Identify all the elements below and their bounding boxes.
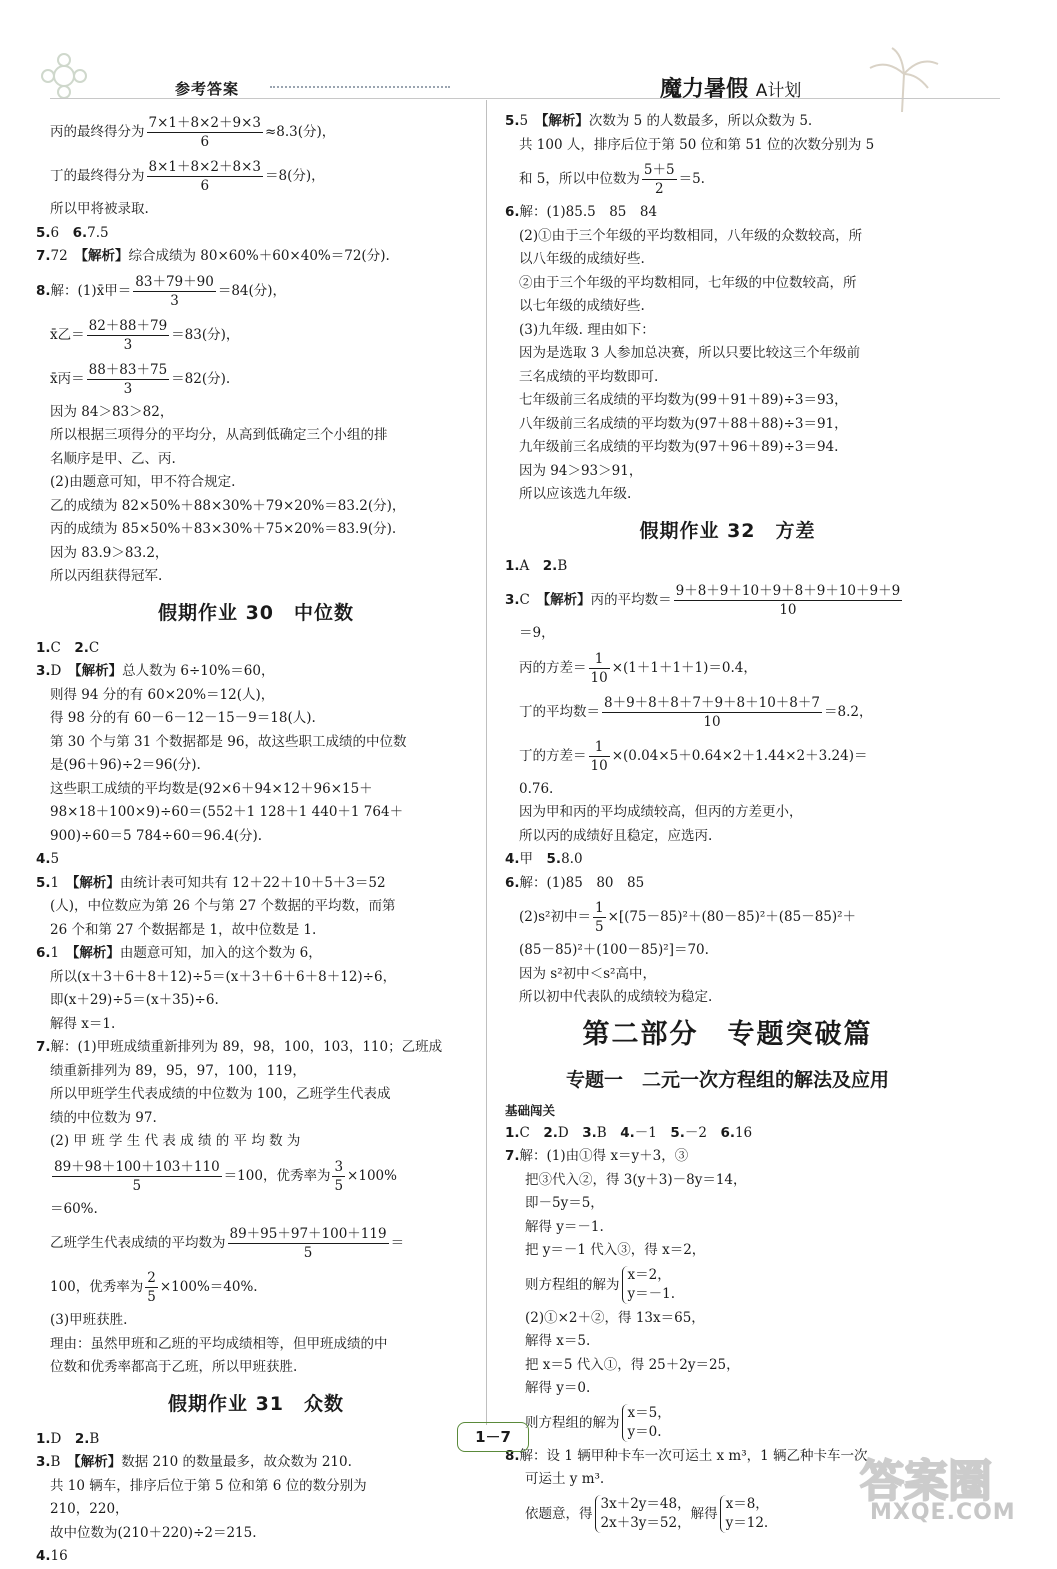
answer-line: 6.解：(1)85 80 85 [505, 874, 645, 891]
answer-line: 位数和优秀率都高于乙班，所以甲班获胜. [50, 1359, 298, 1375]
answer-line: 九年级前三名成绩的平均数为(97＋96＋89)÷3＝94. [519, 439, 839, 455]
fraction: $\frac{2}{5}$ [147, 1270, 156, 1305]
left-column [36, 110, 476, 1569]
answer-line: 因为是选取 3 人参加总决赛，所以只要比较这三个年级前 [519, 345, 861, 361]
header-dotted-rule [270, 86, 450, 94]
answer-line: 4.5 [36, 851, 60, 867]
fraction: $\frac{89+98+100+103+110}{5}$ [54, 1158, 220, 1194]
answer-line: x̄丙＝ $\frac{88+83+75}{3}$ ＝82(分). [50, 361, 231, 397]
answer-line: $\frac{89+98+100+103+110}{5}$ ＝100，优秀率为 $\frac{3}{5}$ ×100% [54, 1158, 397, 1194]
answer-line: 所以初中代表队的成绩较为稳定. [519, 989, 713, 1005]
answer-line: (2)①由于三个年级的平均数相同，八年级的众数较高，所 [519, 227, 863, 244]
answer-line: (85－85)²＋(100－85)²]＝70. [519, 942, 709, 958]
answer-line: 解得 y＝0. [525, 1380, 591, 1396]
section-title-31: 假期作业 31 众数 [167, 1392, 345, 1415]
answer-line: 1.A 2.B [505, 557, 568, 574]
answer-line: 所以丙的成绩好且稳定，应选丙. [519, 827, 713, 844]
answer-line: 以七年级的成绩好些. [519, 298, 645, 314]
header-left-title: 参考答案 [175, 80, 240, 98]
equation-system: x＝5， y＝0. [622, 1404, 671, 1442]
answer-line: 可运土 y m³. [525, 1471, 605, 1487]
answer-line: 理由：虽然甲班和乙班的平均成绩相等，但甲班成绩的中 [50, 1335, 388, 1352]
answer-line: (2)s²初中＝ $\frac{1}{5}$ ×[(75－85)²＋(80－85)²＋(85－85)²＋ [519, 900, 857, 935]
answer-line: 所以应该选九年级. [519, 486, 632, 502]
header-palm-decoration [862, 44, 942, 114]
answer-line: 丙的方差＝ $\frac{1}{10}$ ×(1＋1＋1＋1)＝0.4， [519, 650, 757, 686]
section-title-32: 假期作业 32 方差 [639, 519, 816, 542]
fraction: $\frac{82+88+79}{3}$ [88, 317, 168, 353]
answer-line: (3)甲班获胜. [50, 1312, 128, 1328]
answer-line: (2)由题意可知，甲不符合规定. [50, 474, 236, 490]
answer-line: 5.1 【解析】由统计表可知共有 12＋22＋10＋5＋3＝52 [36, 874, 386, 891]
answer-line: 八年级前三名成绩的平均数为(97＋88＋88)÷3＝91， [519, 415, 848, 432]
answer-line: 因为 94＞93＞91， [519, 462, 643, 479]
answer-line: ②由于三个年级的平均数相同，七年级的中位数较高，所 [519, 274, 857, 291]
answer-line: 98×18＋100×9)÷60＝(552＋1 128＋1 440＋1 764＋ [50, 804, 404, 820]
fraction: $\frac{88+83+75}{3}$ [88, 361, 168, 397]
answer-line: 三名成绩的平均数即可. [519, 368, 659, 385]
answer-line: 故中位数为(210＋220)÷2＝215. [50, 1524, 257, 1541]
answer-line: 所以甲班学生代表成绩的中位数为 100，乙班学生代表成 [50, 1086, 391, 1102]
answer-line: 900)÷60＝5 784÷60＝96.4(分). [50, 827, 263, 844]
answer-line: 解得 x＝1. [50, 1015, 116, 1032]
answer-line: (人)，中位数应为第 26 个与第 27 个数据的平均数，而第 [50, 898, 396, 914]
answer-line: 即(x＋29)÷5＝(x＋35)÷6. [50, 992, 219, 1008]
fraction: $\frac{9+8+9+10+9+8+9+10+9+9}{10}$ [675, 583, 901, 618]
answer-line: 7.解：(1)甲班成绩重新排列为 89，98，100，103，110；乙班成 [36, 1039, 443, 1055]
answer-line: 因为 s²初中＜s²高中， [519, 965, 656, 982]
fraction: $\frac{1}{5}$ [594, 900, 604, 935]
answer-line: (2)①×2＋②，得 13x＝65， [525, 1309, 705, 1326]
answer-line: 3.C 【解析】丙的平均数＝ $\frac{9+8+9+10+9+8+9+10+9+9}{10}$ [505, 583, 901, 618]
fraction: $\frac{5+5}{2}$ [643, 162, 675, 197]
right-column [505, 110, 950, 1536]
answer-line: 因为 83.9＞83.2， [50, 544, 169, 561]
section-title-30: 假期作业 30 中位数 [157, 601, 355, 624]
fraction: $\frac{83+79+90}{3}$ [135, 273, 214, 309]
answer-line: 乙的成绩为 82×50%＋88×30%＋79×20%＝83.2(分)， [50, 497, 406, 514]
brand-suffix: A计划 [755, 81, 802, 101]
answer-line: 丙的最终得分为 $\frac{7\times 1+8\times 2+9\times 3}{6}$ ≈8.3(分)， [50, 115, 336, 150]
answer-line: 则得 94 分的有 60×20%＝12(人)， [50, 686, 275, 703]
answer-line: 则方程组的解为x＝5， y＝0. [525, 1405, 671, 1440]
answer-line: 绩重新排列为 89，95，97，100，119， [50, 1062, 306, 1079]
answer-line: 7.72 【解析】综合成绩为 80×60%＋60×40%＝72(分). [36, 248, 390, 264]
page-number: 1－7 [457, 1422, 529, 1452]
part-title: 第二部分 专题突破篇 [582, 1018, 873, 1050]
equation-system: 3x＋2y＝48， 2x＋3y＝52， [595, 1495, 691, 1533]
header-flower-decoration [36, 48, 92, 104]
fraction: $\frac{8\times 1+8\times 2+8\times 3}{6}$ [148, 159, 261, 194]
column-divider [486, 100, 487, 1425]
answer-line: 解得 x＝5. [525, 1333, 591, 1349]
answer-line: 210，220， [50, 1501, 129, 1517]
answer-line: 绩的中位数为 97. [50, 1109, 157, 1126]
answer-line: ＝60%. [50, 1200, 98, 1217]
answer-line: ＝9， [519, 625, 555, 641]
answer-line: 把③代入②，得 3(y＋3)－8y＝14， [525, 1171, 747, 1188]
answer-line: 0.76. [519, 780, 554, 797]
answer-line: 所以(x＋3＋6＋8＋12)÷5＝(x＋3＋6＋6＋8＋12)÷6， [50, 968, 397, 985]
answer-line: 是(96＋96)÷2＝96(分). [50, 757, 201, 773]
answer-line: 26 个和第 27 个数据都是 1，故中位数是 1. [50, 921, 317, 938]
topic-title: 专题一 二元一次方程组的解法及应用 [565, 1068, 889, 1091]
answer-line: 七年级前三名成绩的平均数为(99＋91＋89)÷3＝93， [519, 392, 848, 408]
fraction: $\frac{3}{5}$ [334, 1158, 344, 1194]
answer-line: 共 100 人，排序后位于第 50 位和第 51 位的次数分别为 5 [519, 136, 875, 153]
answer-line: 5.6 6.7.5 [36, 224, 109, 241]
answer-line: 丙的成绩为 85×50%＋83×30%＋75×20%＝83.9(分). [50, 521, 397, 537]
answer-line: 和 5，所以中位数为 $\frac{5+5}{2}$ ＝5. [519, 162, 705, 197]
answer-line: 8.解：(1)x̄甲＝ $\frac{83+79+90}{3}$ ＝84(分)， [36, 273, 287, 309]
answer-line: x̄乙＝ $\frac{82+88+79}{3}$ ＝83(分)， [50, 317, 240, 353]
answer-line: 即－5y＝5， [525, 1195, 604, 1211]
answer-line: 3.D 【解析】总人数为 6÷10%＝60， [36, 663, 275, 679]
subsection-label: 基础闯关 [505, 1102, 556, 1118]
answer-line: 名顺序是甲、乙、丙. [50, 450, 176, 467]
answer-line: 把 y＝－1 代入③，得 x＝2， [525, 1242, 706, 1258]
answer-line: 丁的最终得分为 $\frac{8\times 1+8\times 2+8\times 3}{6}$ ＝8(分)， [50, 159, 325, 194]
answer-line: (3)九年级. 理由如下： [519, 321, 655, 338]
answer-line: 6.1 【解析】由题意可知，加入的这个数为 6， [36, 945, 322, 961]
watermark-url: MXQE.COM [870, 1500, 1016, 1525]
answer-line: 因为甲和丙的平均成绩较高，但丙的方差更小， [519, 804, 803, 820]
watermark-cn: 答案圈 [860, 1456, 992, 1507]
answer-line: 丁的方差＝ $\frac{1}{10}$ ×(0.04×5＋0.64×2＋1.44×2＋3.24)＝ [519, 738, 868, 774]
answer-line: 所以甲将被录取. [50, 201, 149, 217]
answer-line: 6.解：(1)85.5 85 84 [505, 204, 658, 220]
fraction: $\frac{7\times 1+8\times 2+9\times 3}{6}$ [148, 115, 261, 150]
fraction: $\frac{8+9+8+8+7+9+8+10+8+7}{10}$ [604, 694, 820, 730]
answer-line: 4.甲 5.8.0 [505, 851, 583, 867]
answer-line: 第 30 个与第 31 个数据都是 96，故这些职工成绩的中位数 [50, 733, 407, 750]
fraction: $\frac{89+95+97+100+119}{5}$ [229, 1226, 387, 1261]
answer-line: 把 x＝5 代入①，得 25＋2y＝25， [525, 1356, 740, 1373]
answer-line: 丁的平均数＝ $\frac{8+9+8+8+7+9+8+10+8+7}{10}$ ＝8.2， [519, 694, 873, 730]
answer-line: 4.16 [36, 1548, 68, 1564]
answer-line: 1.D 2.B [36, 1430, 100, 1447]
answer-line: 5.5 【解析】次数为 5 的人数最多，所以众数为 5. [505, 113, 813, 129]
answer-line: 共 10 辆车，排序后位于第 5 位和第 6 位的数分别为 [50, 1477, 367, 1494]
answer-line: 这些职工成绩的平均数是(92×6＋94×12＋96×15＋ [50, 780, 373, 797]
fraction: $\frac{1}{10}$ [590, 738, 608, 774]
equation-system: x＝2， y＝－1. [622, 1266, 676, 1304]
answer-line: 所以丙组获得冠军. [50, 568, 163, 584]
answer-line: 100，优秀率为 $\frac{2}{5}$ ×100%＝40%. [50, 1270, 258, 1305]
answer-line: 1.C 2.D 3.B 4.－1 5.－2 6.16 [505, 1124, 753, 1141]
answer-line: 所以根据三项得分的平均分，从高到低确定三个小组的排 [50, 427, 388, 443]
answer-line: (2) 甲 班 学 生 代 表 成 绩 的 平 均 数 为 [50, 1133, 301, 1149]
fraction: $\frac{1}{10}$ [590, 650, 608, 686]
answer-line: 因为 84＞83＞82， [50, 403, 174, 420]
answer-line: 则方程组的解为x＝2， y＝－1. [525, 1267, 676, 1302]
header-rule [50, 98, 1000, 99]
answer-line: 7.解：(1)由①得 x＝y＋3，③ [505, 1148, 689, 1164]
answer-line: 3.B 【解析】数据 210 的数量最多，故众数为 210. [36, 1454, 352, 1470]
answer-line: 8.解：设 1 辆甲种卡车一次可运土 x m³，1 辆乙种卡车一次 [505, 1447, 868, 1464]
equation-system: x＝8， y＝12. [720, 1495, 769, 1533]
brand-name: 魔力暑假 [660, 77, 749, 102]
answer-line: 以八年级的成绩好些. [519, 251, 645, 267]
answer-line: 1.C 2.C [36, 639, 100, 656]
answer-line: 依题意，得3x＋2y＝48， 2x＋3y＝52，解得x＝8， y＝12. [525, 1496, 769, 1531]
answer-line: 乙班学生代表成绩的平均数为 $\frac{89+95+97+100+119}{5}$ ＝ [50, 1226, 405, 1261]
answer-line: 解得 y＝－1. [525, 1218, 604, 1235]
answer-line: 得 98 分的有 60－6－12－15－9＝18(人). [50, 710, 316, 726]
